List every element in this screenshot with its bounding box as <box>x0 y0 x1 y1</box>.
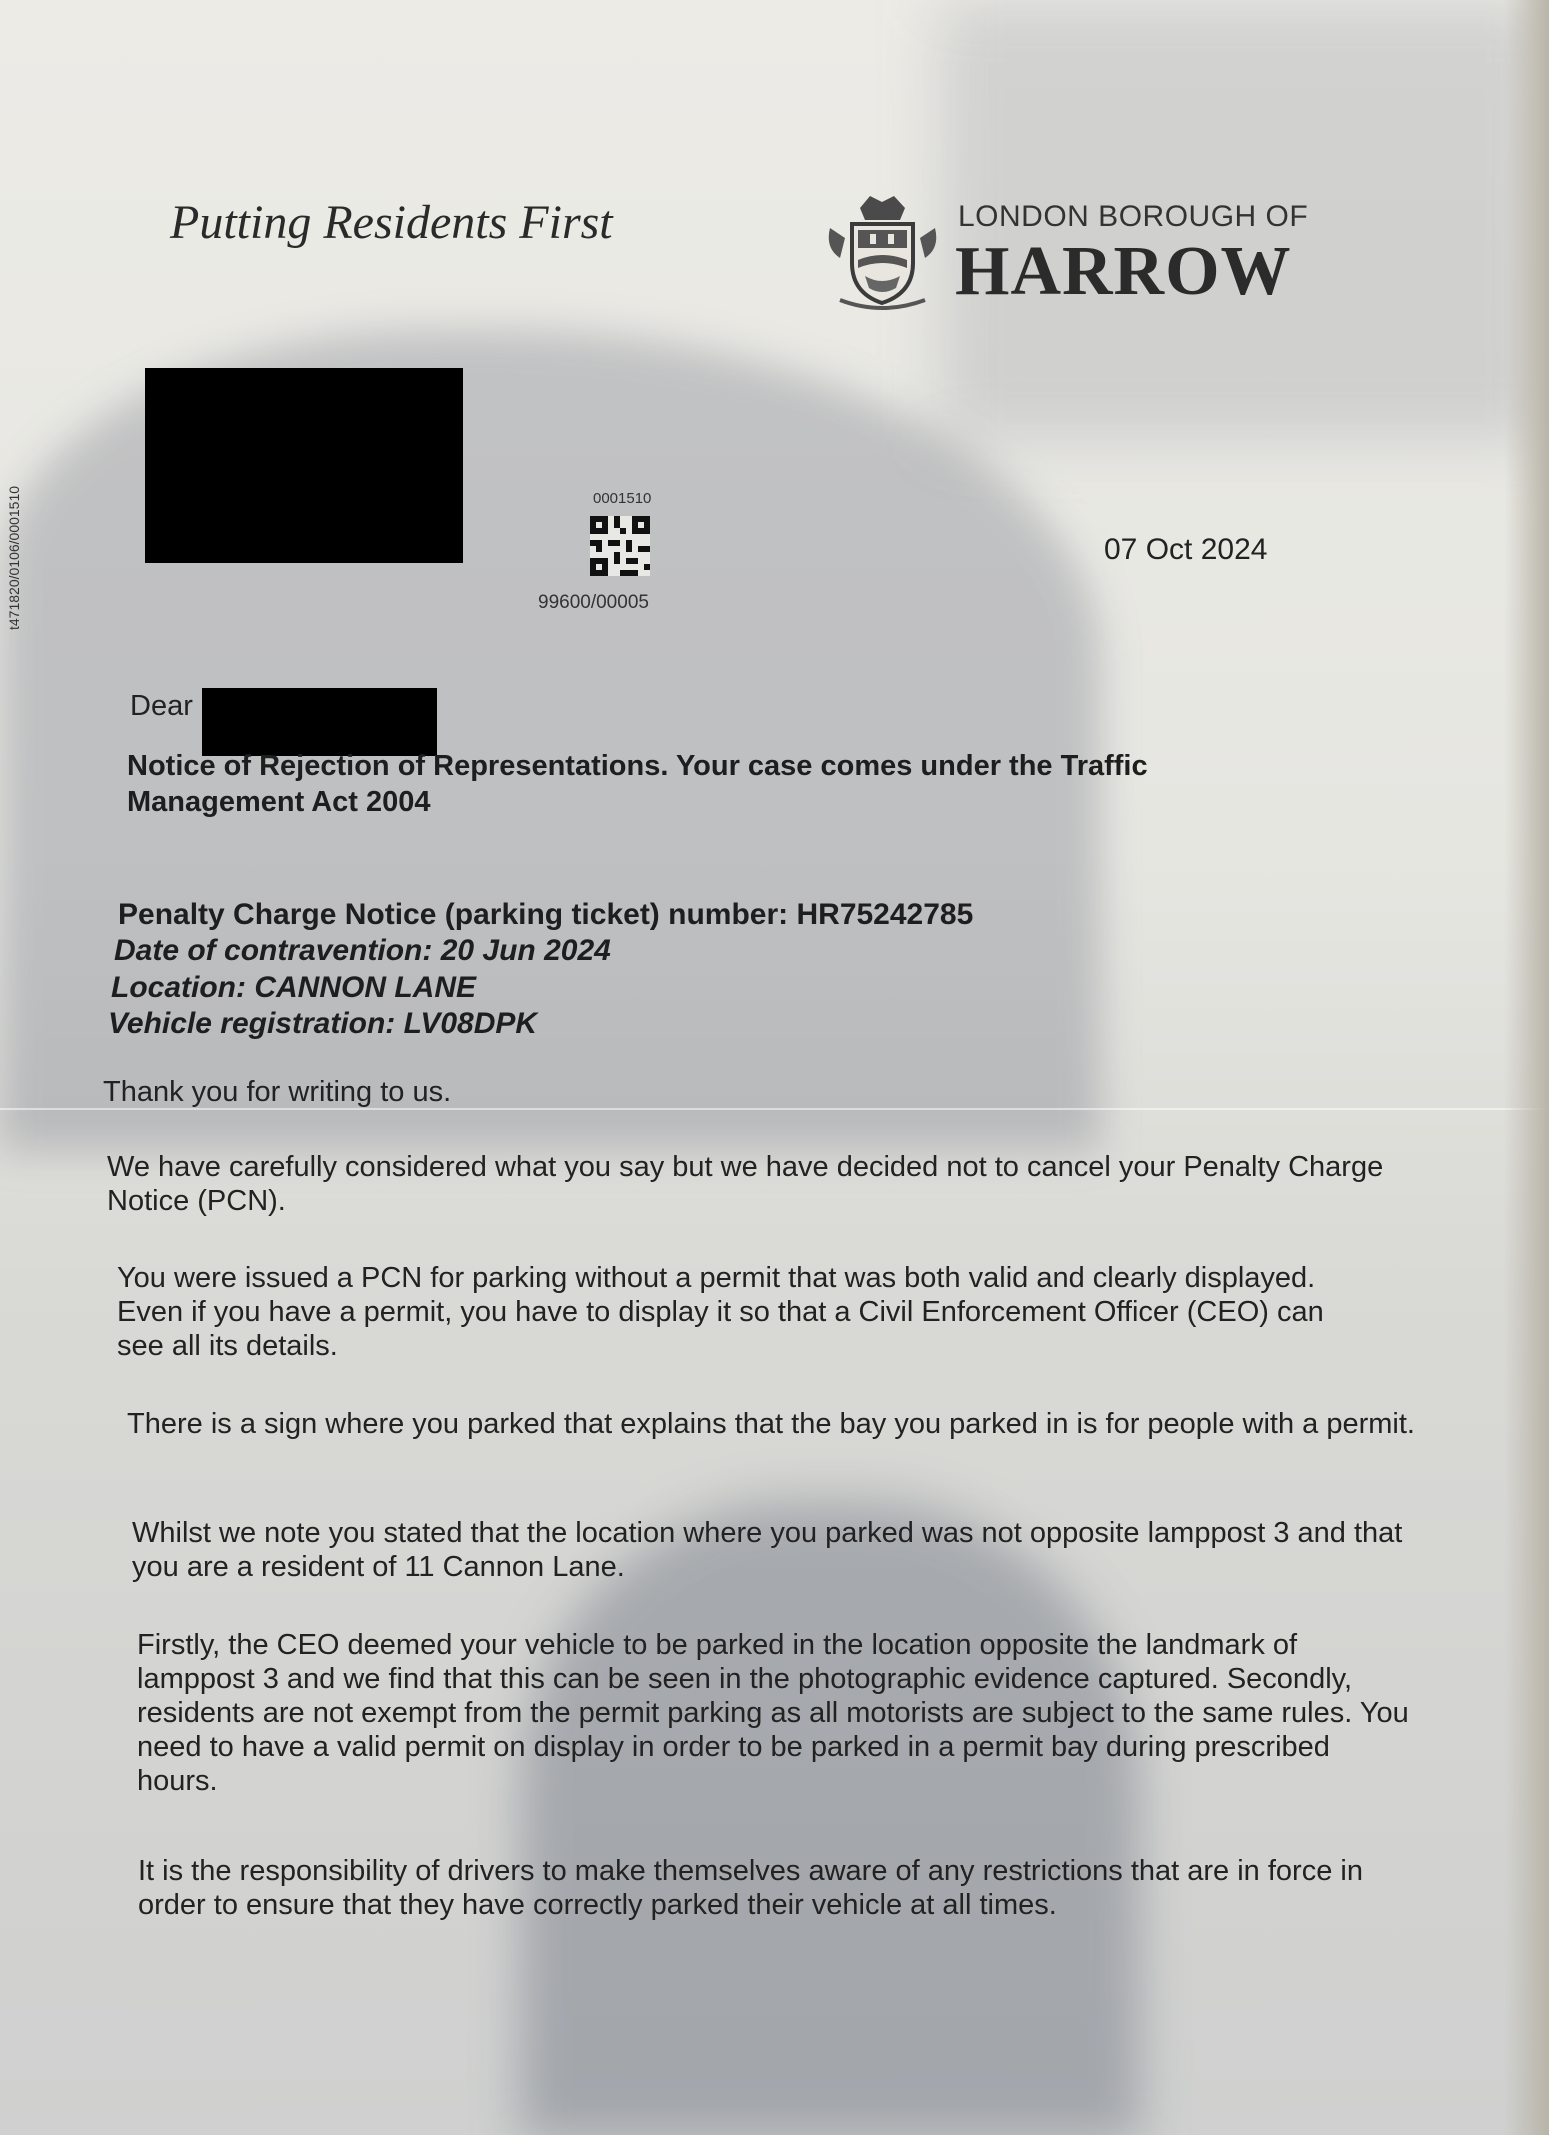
location-line <box>111 971 476 1005</box>
tagline: Putting Residents First <box>170 196 613 249</box>
letter-heading: Notice of Rejection of Representations. Your case comes under the Traffic Management Act 2004 <box>127 750 1148 818</box>
body-paragraph-3: You were issued a PCN for parking without a permit that was both valid and clearly displayed. Even if you have a permit, you have to display it so that a Civil Enforcement Officer (CEO) can see all its details. <box>117 1262 1324 1362</box>
location-value: CANNON LANE <box>254 971 477 1004</box>
contravention-date-value: 20 Jun 2024 <box>440 934 611 967</box>
reference-code-bottom: 99600/00005 <box>538 592 649 613</box>
paper-edge <box>1504 0 1549 2135</box>
contravention-date-line <box>114 934 611 968</box>
borough-crest-icon <box>820 188 945 313</box>
body-paragraph-7: It is the responsibility of drivers to make themselves aware of any restrictions that are in force in order to ensure that they have correctly parked their vehicle at all times. <box>138 1855 1363 1921</box>
shadow-bottom <box>520 1500 1140 2135</box>
borough-prefix: LONDON BOROUGH OF <box>958 200 1309 233</box>
redacted-address <box>145 368 463 563</box>
pcn-number-label: Penalty Charge Notice (parking ticket) number: <box>118 898 789 931</box>
body-paragraph-2: We have carefully considered what you say but we have decided not to cancel your Penalty Charge Notice (PCN). <box>107 1151 1384 1217</box>
body-paragraph-1: Thank you for writing to us. <box>103 1076 452 1108</box>
pcn-number-line <box>118 898 973 932</box>
contravention-date-label: Date of contravention: <box>114 934 433 967</box>
qr-code-icon <box>590 516 650 576</box>
vehicle-registration-line <box>108 1007 537 1041</box>
vehicle-registration-label: Vehicle registration: <box>108 1007 396 1040</box>
salutation: Dear <box>130 690 193 722</box>
letter-date: 07 Oct 2024 <box>1104 533 1268 566</box>
vehicle-registration-value: LV08DPK <box>403 1007 538 1040</box>
redacted-name <box>202 688 437 756</box>
location-label: Location: <box>111 971 246 1004</box>
pcn-number-value: HR75242785 <box>796 898 974 931</box>
side-reference: t471820/0106/0001510 <box>6 485 22 630</box>
body-paragraph-6: Firstly, the CEO deemed your vehicle to be parked in the location opposite the landmark of lamppost 3 and we find that this can be seen in the photographic evidence captured. Secondly, residents are not exempt from the permit parking as all motorists are subject to the same rules. You need to have a valid permit on display in order to be parked in a permit bay during prescribed hours. <box>137 1629 1409 1797</box>
body-paragraph-4: There is a sign where you parked that explains that the bay you parked in is for people with a permit. <box>127 1408 1415 1440</box>
body-paragraph-5: Whilst we note you stated that the location where you parked was not opposite lamppost 3 and that you are a resident of 11 Cannon Lane. <box>132 1517 1403 1583</box>
reference-code-top: 0001510 <box>593 490 652 507</box>
borough-name: HARROW <box>955 233 1292 310</box>
